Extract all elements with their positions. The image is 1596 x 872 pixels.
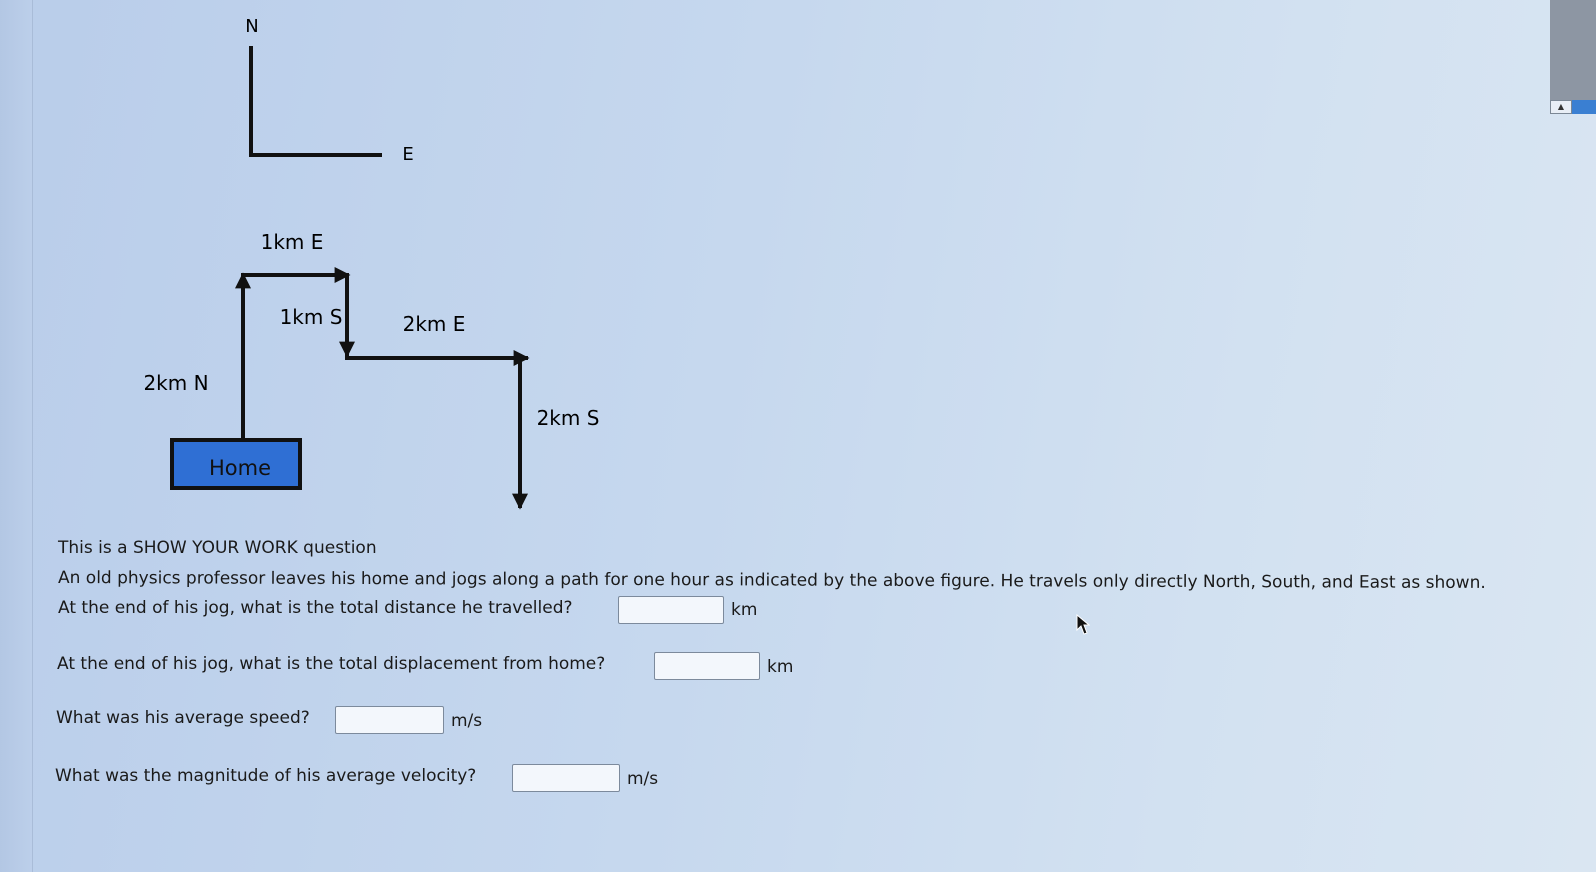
question-description: An old physics professor leaves his home and jogs along a path for one hour as indicated by the above figure. He travels only directly North, South, and East as shown. [57,568,1486,593]
segment-label-1km-e: 1km E [260,230,324,254]
arrow-up-icon: ▲ [1557,102,1565,111]
question-2-unit: km [767,657,794,677]
segment-label-1km-s: 1km S [279,305,343,329]
question-intro: This is a SHOW YOUR WORK question [58,538,377,558]
compass-axes [249,46,382,156]
question-4-prompt: What was the magnitude of his average velocity? [55,766,477,786]
home-label: Home [208,456,272,480]
question-2-prompt: At the end of his jog, what is the total displacement from home? [57,654,606,674]
question-1-unit: km [731,600,758,620]
segment-label-2km-e: 2km E [402,312,466,336]
segment-label-2km-n: 2km N [143,371,209,395]
question-3-prompt: What was his average speed? [56,708,310,728]
average-speed-answer-input[interactable] [335,706,444,734]
compass-north-label: N [245,16,259,37]
mouse-cursor-icon [1076,614,1090,636]
displacement-answer-input[interactable] [654,652,760,680]
question-4-unit: m/s [627,769,659,789]
segment-label-2km-s: 2km S [536,406,600,430]
compass-east-label: E [402,144,414,165]
average-velocity-answer-input[interactable] [512,764,620,792]
distance-answer-input[interactable] [618,596,724,624]
question-3-unit: m/s [451,711,483,731]
question-1-prompt: At the end of his jog, what is the total distance he travelled? [58,598,573,618]
